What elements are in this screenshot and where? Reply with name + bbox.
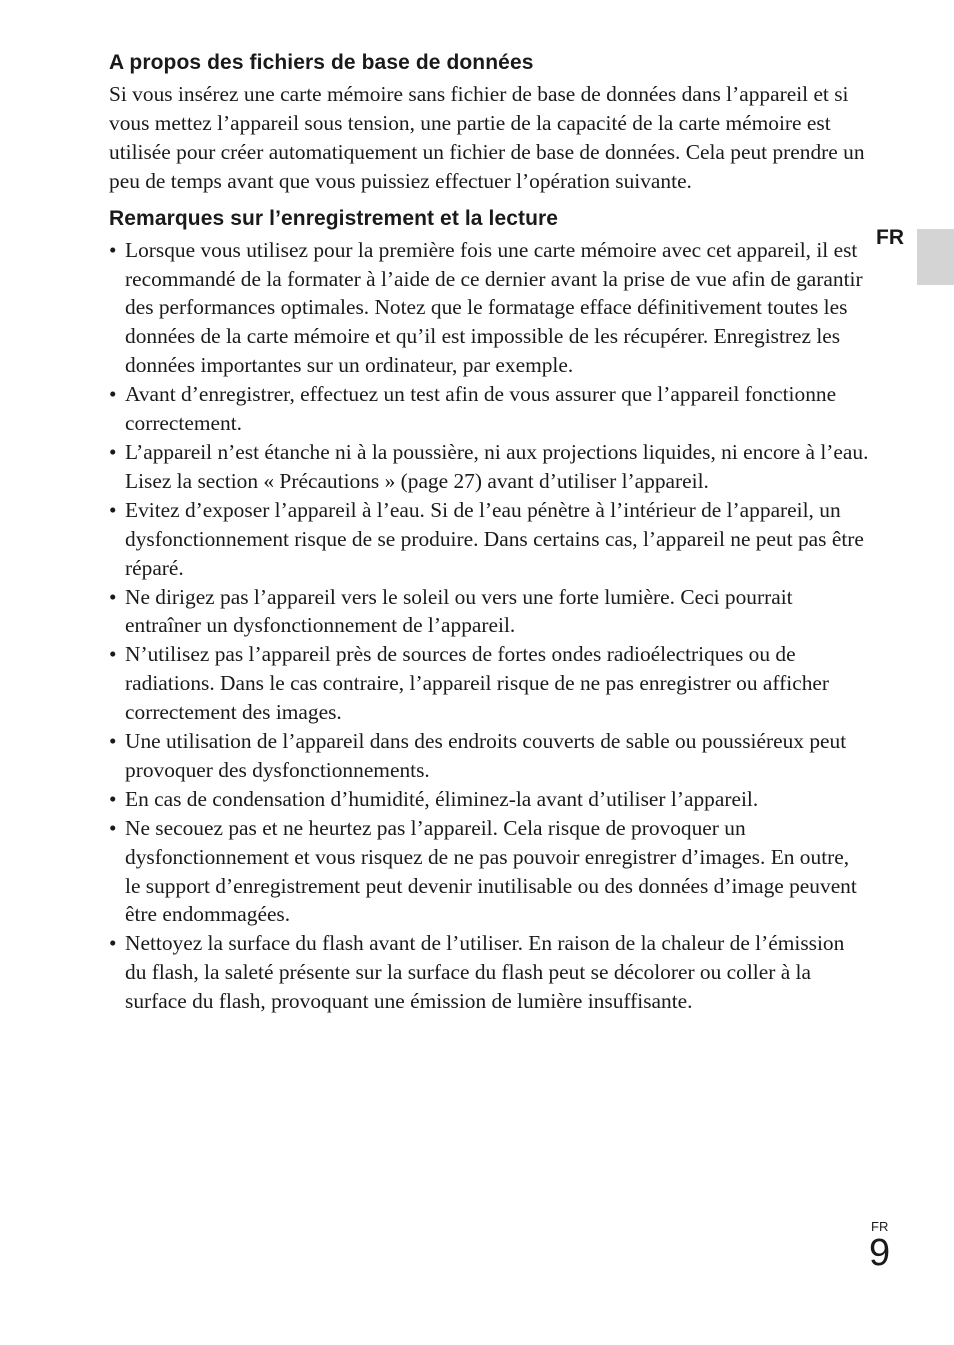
- page-number: 9: [869, 1232, 891, 1274]
- list-item-text: Evitez d’exposer l’appareil à l’eau. Si de l’eau pénètre à l’intérieur de l’appareil, un dysfonctionnement risque de se produire. Dans certains cas, l’appareil ne peut pas être réparé.: [125, 497, 864, 580]
- list-item-text: L’appareil n’est étanche ni à la poussière, ni aux projections liquides, ni encore à l’eau. Lisez la section « Précautions » (page 27) avant d’utiliser l’appareil.: [125, 439, 869, 493]
- bullet-icon: •: [109, 786, 117, 811]
- bullet-icon: •: [109, 237, 117, 262]
- language-tab-label: FR: [876, 226, 904, 249]
- list-item-text: N’utilisez pas l’appareil près de sources de fortes ondes radioélectriques ou de radiations. Dans le cas contraire, l’appareil risque de ne pas enregistrer ou afficher correctement des images.: [125, 642, 830, 725]
- bullet-icon: •: [109, 815, 117, 840]
- list-item-text: En cas de condensation d’humidité, éliminez-la avant d’utiliser l’appareil.: [125, 786, 759, 811]
- section-heading-notes: Remarques sur l’enregistrement et la lecture: [109, 206, 559, 230]
- bullet-icon: •: [109, 382, 117, 407]
- list-item: [109, 583, 869, 641]
- list-item: [109, 929, 869, 1016]
- bullet-icon: •: [109, 931, 117, 956]
- list-item-text: Nettoyez la surface du flash avant de l’utiliser. En raison de la chaleur de l’émission du flash, la saleté présente sur la surface du flash peut se décolorer ou coller à la surface du flash, provoquant une émission de lumière insuffisante.: [125, 931, 845, 1014]
- page-content: [109, 48, 869, 1016]
- list-item: [109, 438, 869, 496]
- list-item-text: Une utilisation de l’appareil dans des endroits couverts de sable ou poussiéreux peut provoquer des dysfonctionnements.: [125, 729, 847, 782]
- bullet-icon: •: [109, 497, 117, 522]
- list-item-text: Ne dirigez pas l’appareil vers le soleil ou vers une forte lumière. Ceci pourrait entraîner un dysfonctionnement de l’appareil.: [125, 584, 793, 638]
- database-paragraph: Si vous insérez une carte mémoire sans fichier de base de données dans l’appareil et si vous mettez l’appareil sous tension, une partie de la capacité de la carte mémoire est utilisée pour créer automatiquement un fichier de base de données. Cela peut prendre un peu de temps avant que vous puissiez effectuer l’opération suivante.: [109, 82, 865, 193]
- list-item: [109, 640, 869, 727]
- bullet-icon: •: [109, 584, 117, 609]
- notes-list: [109, 236, 869, 1016]
- section-heading-database: A propos des fichiers de base de données: [109, 51, 534, 74]
- list-item-text: Avant d’enregistrer, effectuez un test afin de vous assurer que l’appareil fonctionne correctement.: [125, 382, 837, 436]
- list-item: [109, 236, 869, 381]
- bullet-icon: •: [109, 729, 117, 754]
- list-item-text: Lorsque vous utilisez pour la première fois une carte mémoire avec cet appareil, il est recommandé de la formater à l’aide de ce dernier avant la prise de vue afin de garantir des performances optimales. Notez que le formatage efface définitivement toutes les données de la carte mémoire et qu’il est impossible de les récupérer. Enregistrez les données importantes sur un ordinateur, par exemple.: [125, 237, 863, 378]
- bullet-icon: •: [109, 642, 117, 667]
- list-item: [109, 814, 869, 930]
- footer-language-label: FR: [871, 1219, 889, 1234]
- list-item: [109, 496, 869, 583]
- language-side-tab: [917, 229, 954, 285]
- list-item: [109, 727, 869, 785]
- bullet-icon: •: [109, 439, 117, 464]
- list-item-text: Ne secouez pas et ne heurtez pas l’appareil. Cela risque de provoquer un dysfonctionnement et vous risquez de ne pas pouvoir enregistrer d’images. En outre, le support d’enregistrement peut devenir inutilisable ou des données d’image peuvent être endommagées.: [125, 815, 857, 927]
- list-item: [109, 380, 869, 438]
- list-item: [109, 785, 869, 814]
